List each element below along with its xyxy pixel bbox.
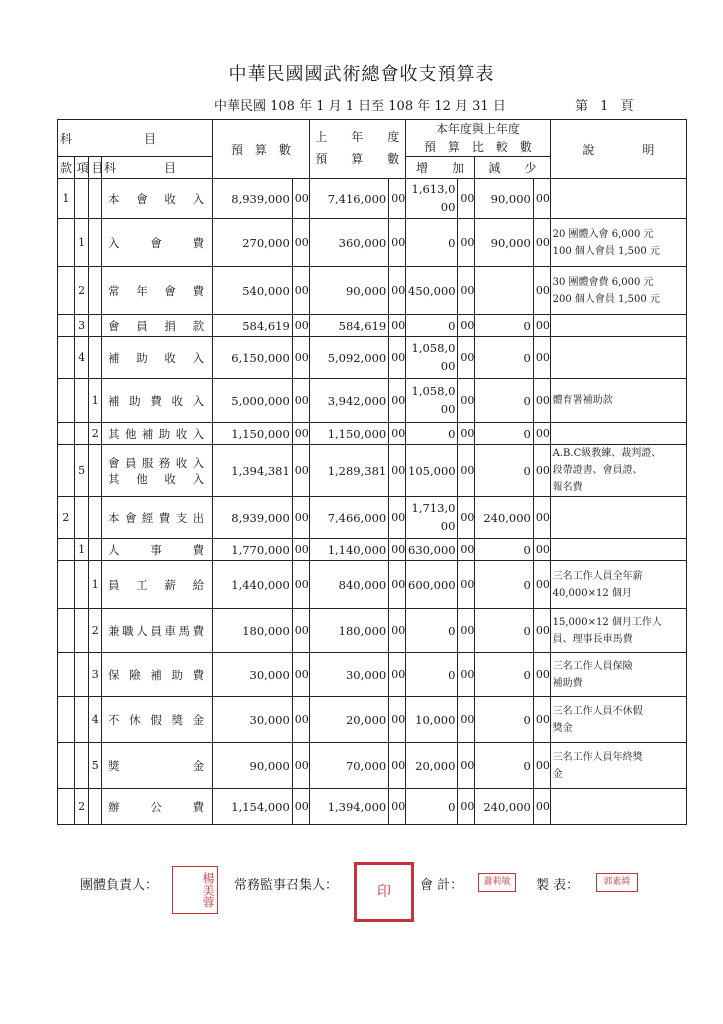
note-cell: 15,000×12 個月工作人 員、理事長車馬費: [550, 609, 686, 653]
decrease-cents: 00: [533, 609, 550, 653]
last-budget-cents: 00: [389, 423, 406, 445]
accountant-seal: 蕭莉敏: [478, 873, 516, 892]
header-compare: [406, 120, 551, 157]
subject-name: 補助費收入: [108, 393, 207, 408]
increase-cents: 00: [458, 267, 475, 315]
subject-name: 辦公費: [108, 799, 207, 814]
increase-amount: 0: [406, 315, 458, 337]
budget-table: [57, 119, 687, 825]
last-budget-cents: 00: [389, 267, 406, 315]
subject-name: 本會經費支出: [108, 510, 207, 525]
kuan-cell: [58, 315, 75, 337]
last-budget-cents: 00: [389, 561, 406, 609]
increase-cents: 00: [458, 445, 475, 497]
budget-cents: 00: [292, 609, 309, 653]
mu-cell: [89, 219, 102, 267]
increase-amount: 0: [406, 423, 458, 445]
table-row: [58, 315, 687, 337]
subject-name-cell: [102, 653, 213, 697]
kuan-cell: [58, 539, 75, 561]
increase-cents: 00: [458, 789, 475, 825]
decrease-cents: 00: [533, 315, 550, 337]
header-decrease: 減 少: [475, 157, 550, 179]
last-budget-amount: 180,000: [309, 609, 389, 653]
decrease-cents: 00: [533, 379, 550, 423]
subject-name-cell: [102, 379, 213, 423]
last-budget-amount: 1,289,381: [309, 445, 389, 497]
header-last-budget: [309, 120, 405, 179]
budget-amount: 30,000: [213, 697, 293, 743]
header-budget: 預 算 數: [213, 120, 309, 179]
page-title: 中華民國國武術總會收支預算表: [228, 64, 495, 85]
kuan-cell: [58, 379, 75, 423]
subject-name-cell: [102, 609, 213, 653]
decrease-amount: 0: [475, 315, 534, 337]
decrease-cents: 00: [533, 653, 550, 697]
budget-cents: 00: [292, 789, 309, 825]
xiang-cell: 4: [74, 337, 89, 379]
mu-cell: [89, 337, 102, 379]
subject-name-cell: [102, 267, 213, 315]
table-row: [58, 743, 687, 789]
mu-cell: [89, 539, 102, 561]
subject-name: 補助收入: [108, 350, 207, 365]
budget-amount: 30,000: [213, 653, 293, 697]
decrease-cents: 00: [533, 497, 550, 539]
last-budget-cents: 00: [389, 497, 406, 539]
last-budget-cents: 00: [389, 539, 406, 561]
decrease-cents: 00: [533, 179, 550, 219]
budget-amount: 584,619: [213, 315, 293, 337]
last-budget-amount: 30,000: [309, 653, 389, 697]
header-last-budget-line1: 上 年 度: [315, 130, 400, 145]
xiang-cell: [74, 379, 89, 423]
mu-cell: 5: [89, 743, 102, 789]
increase-cents: 00: [458, 609, 475, 653]
header-kuan: 款: [58, 157, 75, 179]
last-budget-amount: 360,000: [309, 219, 389, 267]
decrease-amount: 0: [475, 653, 534, 697]
decrease-cents: 00: [533, 445, 550, 497]
increase-cents: 00: [458, 697, 475, 743]
xiang-cell: 1: [74, 219, 89, 267]
last-budget-cents: 00: [389, 609, 406, 653]
mu-cell: 3: [89, 653, 102, 697]
supervisor-label: 常務監事召集人：: [234, 878, 339, 893]
kuan-cell: 1: [58, 179, 75, 219]
note-cell: [550, 179, 686, 219]
xiang-cell: [74, 609, 89, 653]
last-budget-cents: 00: [389, 337, 406, 379]
increase-amount: 0: [406, 653, 458, 697]
budget-amount: 6,150,000: [213, 337, 293, 379]
decrease-amount: 0: [475, 337, 534, 379]
increase-cents: 00: [458, 561, 475, 609]
last-budget-amount: 840,000: [309, 561, 389, 609]
decrease-amount: 0: [475, 743, 534, 789]
header-note: 說 明: [550, 120, 686, 179]
header-compare-line1: 本年度與上年度: [435, 122, 520, 136]
last-budget-amount: 7,416,000: [309, 179, 389, 219]
decrease-amount: 0: [475, 697, 534, 743]
last-budget-amount: 1,394,000: [309, 789, 389, 825]
mu-cell: 1: [89, 561, 102, 609]
subject-name-cell: [102, 743, 213, 789]
increase-amount: 1,613,000: [406, 179, 458, 219]
header-increase: 增 加: [406, 157, 475, 179]
budget-cents: 00: [292, 653, 309, 697]
subject-name-cell: [102, 179, 213, 219]
subject-name: 會員服務收入: [108, 455, 207, 470]
last-budget-amount: 90,000: [309, 267, 389, 315]
budget-amount: 180,000: [213, 609, 293, 653]
increase-amount: 450,000: [406, 267, 458, 315]
table-row: [58, 789, 687, 825]
xiang-cell: 3: [74, 315, 89, 337]
note-cell: [550, 315, 686, 337]
subject-name: 保險補助費: [108, 667, 207, 682]
budget-cents: 00: [292, 743, 309, 789]
note-cell: 三名工作人員保險 補助費: [550, 653, 686, 697]
xiang-cell: 5: [74, 445, 89, 497]
note-cell: [550, 423, 686, 445]
mu-cell: [89, 445, 102, 497]
kuan-cell: [58, 561, 75, 609]
table-row: [58, 697, 687, 743]
mu-cell: [89, 267, 102, 315]
last-budget-amount: 20,000: [309, 697, 389, 743]
budget-cents: 00: [292, 445, 309, 497]
last-budget-amount: 1,140,000: [309, 539, 389, 561]
increase-amount: 0: [406, 609, 458, 653]
budget-cents: 00: [292, 423, 309, 445]
increase-amount: 600,000: [406, 561, 458, 609]
header-last-budget-line2: 預 算 數: [315, 152, 400, 166]
increase-cents: 00: [458, 743, 475, 789]
subject-name-cell: [102, 423, 213, 445]
decrease-cents: 00: [533, 561, 550, 609]
table-row: [58, 539, 687, 561]
subject-name-cell: [102, 219, 213, 267]
increase-amount: 105,000: [406, 445, 458, 497]
decrease-cents: 00: [533, 539, 550, 561]
last-budget-amount: 3,942,000: [309, 379, 389, 423]
subject-name-cell: [102, 539, 213, 561]
kuan-cell: 2: [58, 497, 75, 539]
mu-cell: [89, 315, 102, 337]
subject-name-cell: [102, 561, 213, 609]
budget-amount: 1,440,000: [213, 561, 293, 609]
mu-cell: 2: [89, 423, 102, 445]
increase-amount: 0: [406, 789, 458, 825]
subject-name: 人事費: [108, 542, 207, 557]
xiang-cell: 2: [74, 267, 89, 315]
preparer-seal: 郭素綺: [596, 873, 638, 892]
kuan-cell: [58, 609, 75, 653]
decrease-amount: 90,000: [475, 179, 534, 219]
last-budget-amount: 7,466,000: [309, 497, 389, 539]
table-row: [58, 609, 687, 653]
xiang-cell: [74, 743, 89, 789]
xiang-cell: [74, 697, 89, 743]
budget-amount: 540,000: [213, 267, 293, 315]
kuan-cell: [58, 267, 75, 315]
subject-name: 常年會費: [108, 283, 207, 298]
xiang-cell: 1: [74, 539, 89, 561]
budget-cents: 00: [292, 379, 309, 423]
page-number: 第 1 頁: [575, 99, 634, 114]
decrease-cents: 00: [533, 697, 550, 743]
increase-cents: 00: [458, 179, 475, 219]
subject-name-cell: [102, 337, 213, 379]
subject-name: 本會收入: [108, 191, 207, 206]
budget-amount: 1,150,000: [213, 423, 293, 445]
budget-amount: 8,939,000: [213, 179, 293, 219]
xiang-cell: [74, 653, 89, 697]
header-mu: 目: [89, 157, 102, 179]
table-row: [58, 423, 687, 445]
last-budget-amount: 5,092,000: [309, 337, 389, 379]
kuan-cell: [58, 219, 75, 267]
table-row: [58, 445, 687, 497]
subject-name-cell: [102, 445, 213, 497]
note-cell: [550, 497, 686, 539]
decrease-cents: 00: [533, 743, 550, 789]
note-cell: 體育署補助款: [550, 379, 686, 423]
budget-amount: 270,000: [213, 219, 293, 267]
last-budget-cents: 00: [389, 789, 406, 825]
budget-cents: 00: [292, 337, 309, 379]
kuan-cell: [58, 789, 75, 825]
kuan-cell: [58, 445, 75, 497]
note-cell: [550, 337, 686, 379]
supervisor-seal: 印: [354, 862, 414, 922]
table-row: [58, 219, 687, 267]
table-row: [58, 561, 687, 609]
decrease-cents: 00: [533, 337, 550, 379]
budget-cents: 00: [292, 697, 309, 743]
budget-cents: 00: [292, 179, 309, 219]
subject-name: 入會費: [108, 235, 207, 250]
budget-cents: 00: [292, 219, 309, 267]
kuan-cell: [58, 653, 75, 697]
last-budget-cents: 00: [389, 179, 406, 219]
increase-amount: 20,000: [406, 743, 458, 789]
mu-cell: 4: [89, 697, 102, 743]
budget-amount: 1,154,000: [213, 789, 293, 825]
subject-name-cell: [102, 497, 213, 539]
subject-name: 其他補助收入: [108, 426, 207, 441]
table-row: [58, 179, 687, 219]
subject-name: 員工薪給: [108, 577, 207, 592]
decrease-amount: 0: [475, 561, 534, 609]
note-cell: 20 團體入會 6,000 元 100 個人會員 1,500 元: [550, 219, 686, 267]
budget-cents: 00: [292, 497, 309, 539]
subject-name-cell: [102, 315, 213, 337]
table-row: [58, 267, 687, 315]
note-cell: [550, 539, 686, 561]
increase-amount: 1,713,000: [406, 497, 458, 539]
increase-cents: 00: [458, 653, 475, 697]
last-budget-cents: 00: [389, 653, 406, 697]
decrease-amount: 0: [475, 423, 534, 445]
accountant-label: 會 計：: [420, 878, 464, 893]
xiang-cell: [74, 179, 89, 219]
budget-cents: 00: [292, 315, 309, 337]
decrease-amount: [475, 267, 534, 315]
increase-amount: 10,000: [406, 697, 458, 743]
xiang-cell: [74, 561, 89, 609]
table-row: [58, 653, 687, 697]
mu-cell: [89, 179, 102, 219]
last-budget-cents: 00: [389, 743, 406, 789]
mu-cell: [89, 789, 102, 825]
subject-name-cell: [102, 789, 213, 825]
table-row: [58, 379, 687, 423]
budget-amount: 5,000,000: [213, 379, 293, 423]
note-cell: A.B.C級教練、裁判證、 段帶證書、會員證、 報名費: [550, 445, 686, 497]
budget-cents: 00: [292, 539, 309, 561]
last-budget-cents: 00: [389, 445, 406, 497]
increase-amount: 630,000: [406, 539, 458, 561]
note-cell: 三名工作人員不休假 獎金: [550, 697, 686, 743]
xiang-cell: 2: [74, 789, 89, 825]
header-compare-line2: 預 算 比 較 數: [423, 140, 532, 154]
subject-name: 獎金: [108, 758, 207, 773]
budget-amount: 1,770,000: [213, 539, 293, 561]
decrease-amount: 0: [475, 379, 534, 423]
decrease-amount: 0: [475, 609, 534, 653]
increase-cents: 00: [458, 539, 475, 561]
last-budget-cents: 00: [389, 697, 406, 743]
mu-cell: 1: [89, 379, 102, 423]
table-row: [58, 497, 687, 539]
decrease-cents: 00: [533, 423, 550, 445]
note-cell: 30 團體會費 6,000 元 200 個人會員 1,500 元: [550, 267, 686, 315]
xiang-cell: [74, 423, 89, 445]
header-xiang: 項: [74, 157, 89, 179]
decrease-cents: 00: [533, 219, 550, 267]
header-subject2: 科 目: [102, 157, 213, 179]
budget-amount: 90,000: [213, 743, 293, 789]
xiang-cell: [74, 497, 89, 539]
subject-name: 兼職人員車馬費: [108, 623, 207, 638]
note-cell: [550, 789, 686, 825]
kuan-cell: [58, 697, 75, 743]
last-budget-cents: 00: [389, 315, 406, 337]
leader-seal: 楊美蓉: [172, 866, 218, 914]
kuan-cell: [58, 337, 75, 379]
decrease-amount: 0: [475, 445, 534, 497]
decrease-amount: 90,000: [475, 219, 534, 267]
subject-name: 不休假獎金: [108, 712, 207, 727]
increase-cents: 00: [458, 219, 475, 267]
decrease-amount: 240,000: [475, 497, 534, 539]
last-budget-amount: 584,619: [309, 315, 389, 337]
subject-name-line2: 其他收入: [108, 471, 207, 486]
increase-amount: 1,058,000: [406, 379, 458, 423]
increase-amount: 0: [406, 219, 458, 267]
last-budget-cents: 00: [389, 219, 406, 267]
decrease-amount: 0: [475, 539, 534, 561]
last-budget-cents: 00: [389, 379, 406, 423]
budget-cents: 00: [292, 267, 309, 315]
budget-amount: 1,394,381: [213, 445, 293, 497]
increase-cents: 00: [458, 423, 475, 445]
increase-cents: 00: [458, 337, 475, 379]
increase-cents: 00: [458, 315, 475, 337]
subject-name: 會員捐款: [108, 318, 207, 333]
decrease-amount: 240,000: [475, 789, 534, 825]
period-range: 中華民國 108 年 1 月 1 日至 108 年 12 月 31 日: [214, 99, 506, 114]
decrease-cents: 00: [533, 789, 550, 825]
note-cell: 三名工作人員全年薪 40,000×12 個月: [550, 561, 686, 609]
increase-amount: 1,058,000: [406, 337, 458, 379]
increase-cents: 00: [458, 379, 475, 423]
table-row: [58, 337, 687, 379]
mu-cell: [89, 497, 102, 539]
mu-cell: 2: [89, 609, 102, 653]
leader-label: 團體負責人：: [80, 878, 159, 893]
budget-cents: 00: [292, 561, 309, 609]
kuan-cell: [58, 743, 75, 789]
last-budget-amount: 70,000: [309, 743, 389, 789]
decrease-cents: 00: [533, 267, 550, 315]
header-subject: 科 目: [58, 120, 213, 157]
budget-amount: 8,939,000: [213, 497, 293, 539]
last-budget-amount: 1,150,000: [309, 423, 389, 445]
increase-cents: 00: [458, 497, 475, 539]
note-cell: 三名工作人員年終獎 金: [550, 743, 686, 789]
kuan-cell: [58, 423, 75, 445]
subject-name-cell: [102, 697, 213, 743]
preparer-label: 製 表：: [536, 878, 580, 893]
